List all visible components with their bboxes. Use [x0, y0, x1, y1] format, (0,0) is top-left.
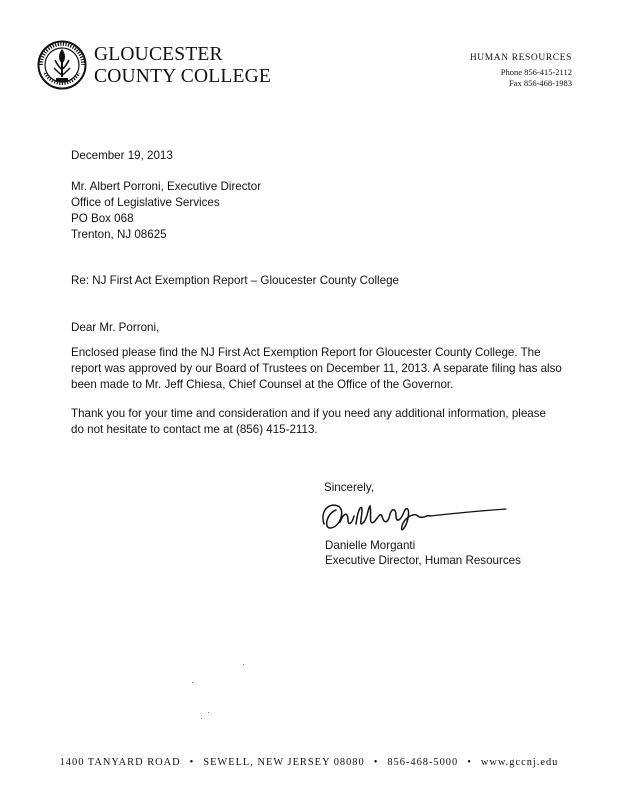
college-name-line-2: COUNTY COLLEGE: [94, 66, 272, 87]
department-phone: Phone 856-415-2112: [500, 67, 572, 77]
scan-speck: [208, 712, 209, 713]
paragraph-line: been made to Mr. Jeff Chiesa, Chief Counsel at the Office of the Governor.: [71, 378, 454, 391]
college-name-line-1: GLOUCESTER: [94, 44, 223, 65]
handwritten-signature: [318, 494, 508, 538]
body-paragraph-2: [71, 406, 546, 438]
paragraph-line: do not hesitate to contact me at (856) 415-2113.: [71, 423, 318, 436]
letterhead-footer: [0, 757, 618, 768]
recipient-address: [71, 179, 261, 243]
department-fax: Fax 856-468-1983: [508, 78, 572, 88]
subject-line: Re: NJ First Act Exemption Report – Gloucester County College: [71, 274, 399, 287]
paragraph-line: Enclosed please find the NJ First Act Exemption Report for Gloucester County College. The: [71, 346, 541, 359]
scan-speck: [201, 718, 202, 719]
salutation: Dear Mr. Porroni,: [71, 321, 160, 334]
footer-separator: •: [467, 757, 472, 768]
footer-separator: •: [189, 757, 195, 768]
body-paragraph-1: [71, 345, 562, 393]
closing: Sincerely,: [324, 481, 375, 494]
footer-separator: •: [373, 757, 379, 768]
scan-speck: [192, 682, 193, 683]
recipient-name-line: Mr. Albert Porroni, Executive Director: [71, 180, 262, 193]
signer-name: Danielle Morganti: [325, 539, 416, 552]
recipient-office: Office of Legislative Services: [71, 196, 220, 209]
paragraph-line: report was approved by our Board of Trustees on December 11, 2013. A separate filing has also: [71, 362, 562, 375]
recipient-po-box: PO Box 068: [71, 212, 134, 225]
department-name: HUMAN RESOURCES: [469, 53, 572, 63]
letter-date: December 19, 2013: [71, 149, 173, 162]
footer-city: SEWELL, NEW JERSEY 08080: [203, 757, 365, 768]
paragraph-line: Thank you for your time and consideration and if you need any additional information, please: [71, 407, 546, 420]
footer-website[interactable]: www.gccnj.edu: [480, 757, 559, 768]
recipient-city: Trenton, NJ 08625: [71, 228, 167, 241]
college-seal-icon: [37, 40, 87, 90]
signer-title: Executive Director, Human Resources: [325, 554, 521, 567]
footer-phone: 856-468-5000: [387, 757, 459, 768]
scan-speck: [243, 664, 244, 665]
footer-address: 1400 TANYARD ROAD: [59, 757, 181, 768]
